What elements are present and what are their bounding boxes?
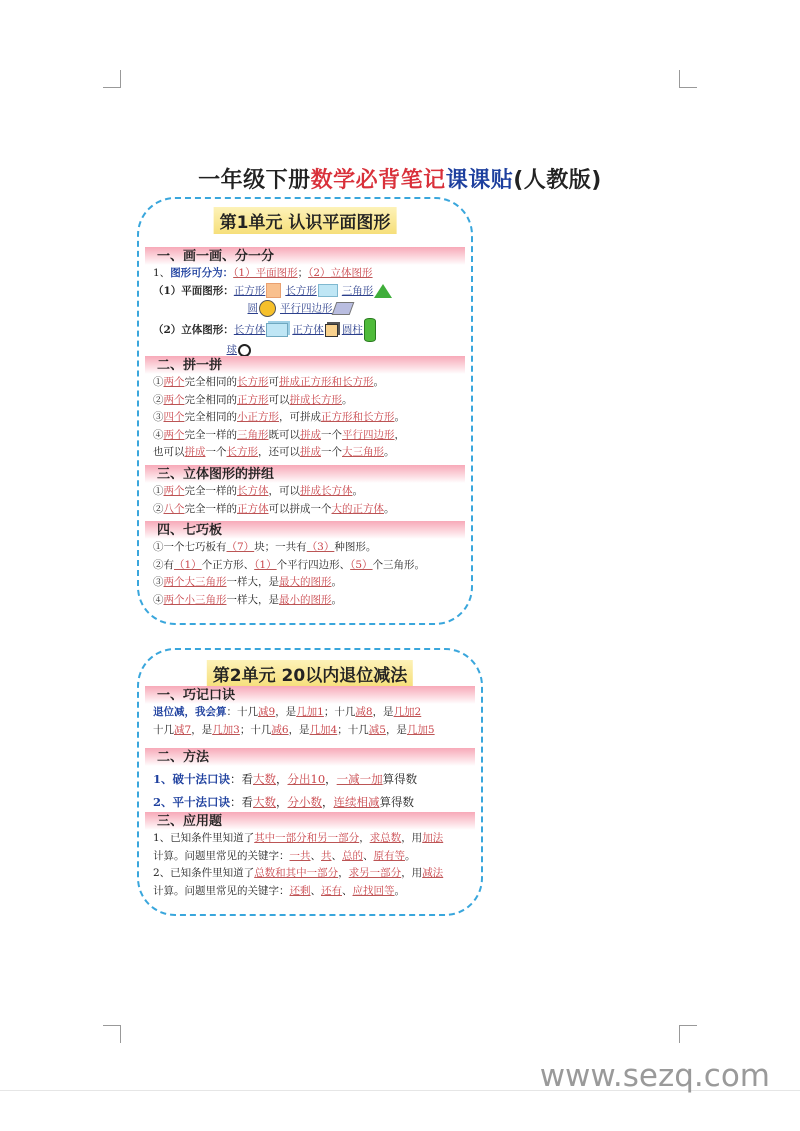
keyword-text: 退位减，我会算 bbox=[153, 706, 227, 718]
text-segment: 。 bbox=[373, 376, 384, 388]
answer-text: 拼成长方形 bbox=[289, 393, 342, 406]
section-header: 一、巧记口诀 bbox=[145, 686, 475, 704]
answer-text: 一共 bbox=[289, 849, 311, 862]
text-segment: 完全一样的 bbox=[184, 502, 237, 515]
text-segment: ， bbox=[359, 832, 370, 844]
text-segment: ① bbox=[153, 485, 164, 497]
section-header: 四、七巧板 bbox=[145, 521, 465, 539]
text-segment: ， bbox=[276, 795, 288, 809]
text-segment: 个正方形、 bbox=[201, 558, 255, 571]
text-line bbox=[145, 592, 465, 610]
section bbox=[145, 521, 465, 609]
answer-text: 长方形 bbox=[226, 446, 258, 458]
text-segment: ，用 bbox=[401, 867, 423, 879]
text-segment: 平行四边形 bbox=[280, 302, 333, 315]
section-header: 三、立体图形的拼组 bbox=[145, 465, 465, 483]
crop-mark bbox=[679, 70, 697, 88]
answer-text: 减5 bbox=[368, 723, 386, 736]
unit-1-card bbox=[137, 197, 473, 625]
answer-text: 三角形 bbox=[237, 428, 269, 441]
text-segment: 正方体 bbox=[292, 324, 324, 336]
text-segment: 2、已知条件里知道了 bbox=[153, 867, 255, 879]
text-line bbox=[145, 409, 465, 427]
triangle-shape-icon bbox=[374, 284, 392, 298]
text-segment: ，是 bbox=[191, 723, 213, 736]
text-segment: 。 bbox=[331, 593, 342, 606]
answer-text: 大数 bbox=[253, 772, 277, 786]
text-segment: （1）平面图形： bbox=[153, 284, 234, 297]
text-segment: 。 bbox=[394, 884, 405, 897]
text-segment: 、 bbox=[310, 849, 321, 862]
answer-text: 拼成 bbox=[300, 446, 321, 458]
text-segment: 完全相同的 bbox=[184, 411, 237, 423]
text-segment: ①一个七巧板有 bbox=[153, 541, 227, 553]
answer-text: （1） bbox=[174, 558, 202, 571]
text-segment: 计算。问题里常见的关键字： bbox=[153, 849, 290, 862]
unit-title: 第1单元 认识平面图形 bbox=[214, 207, 397, 234]
answer-text: 几加5 bbox=[406, 723, 435, 736]
answer-text: 正方形和长方形 bbox=[321, 411, 395, 423]
unit-title: 第2单元 20以内退位减法 bbox=[207, 660, 413, 687]
text-segment: 算得数 bbox=[382, 772, 418, 786]
answer-text: 最小的图形 bbox=[279, 593, 332, 606]
page-title bbox=[0, 163, 800, 194]
text-segment bbox=[153, 344, 227, 356]
text-segment: 既可以 bbox=[268, 428, 300, 441]
text-line bbox=[145, 283, 465, 301]
answer-text: 八个 bbox=[163, 502, 185, 515]
answer-text: 总数和其中一部分 bbox=[254, 867, 339, 879]
title-part: 数学必背笔记 bbox=[310, 168, 446, 193]
answer-text: 两个 bbox=[163, 485, 185, 497]
crop-mark bbox=[103, 70, 121, 88]
answer-text: 加法 bbox=[422, 832, 444, 844]
text-segment: 圆 bbox=[247, 302, 258, 315]
text-segment: 可以拼成一个 bbox=[268, 502, 332, 515]
section bbox=[145, 686, 475, 739]
text-segment: ， bbox=[322, 795, 334, 809]
cuboid-shape-icon bbox=[266, 323, 288, 337]
text-segment bbox=[153, 303, 248, 315]
text-segment: 个三角形。 bbox=[372, 558, 426, 571]
answer-text: 减8 bbox=[355, 706, 373, 718]
text-segment: 圆柱 bbox=[341, 324, 363, 336]
answer-text: 减6 bbox=[271, 723, 289, 736]
text-segment: （2）立体图形： bbox=[153, 324, 234, 336]
text-segment: ③ bbox=[153, 411, 164, 423]
text-segment: 一样大，是 bbox=[226, 593, 279, 606]
text-segment: 。 bbox=[331, 576, 342, 588]
answer-text: 几加3 bbox=[212, 723, 240, 736]
answer-text: 应找回等 bbox=[352, 884, 395, 897]
text-segment: 、 bbox=[363, 849, 374, 862]
text-segment: ：看 bbox=[230, 795, 254, 809]
answer-text: 总的 bbox=[342, 849, 363, 862]
answer-text: 小正方形 bbox=[237, 411, 279, 423]
text-segment: 一个 bbox=[205, 446, 227, 458]
unit-2-card bbox=[137, 648, 483, 916]
answer-text: （1） bbox=[254, 558, 277, 571]
text-line bbox=[145, 883, 475, 901]
text-line bbox=[145, 444, 465, 462]
answer-text: 减法 bbox=[422, 867, 444, 879]
text-segment: 完全一样的 bbox=[184, 428, 237, 441]
text-segment: ， bbox=[325, 772, 337, 786]
title-part: 课课贴 bbox=[445, 168, 514, 193]
text-segment: ；十几 bbox=[337, 723, 369, 736]
answer-text: 两个小三角形 bbox=[163, 593, 227, 606]
text-segment: 完全相同的 bbox=[184, 376, 237, 388]
answer-text: 平行四边形 bbox=[342, 428, 395, 441]
answer-text: （7） bbox=[226, 541, 255, 553]
answer-text: 求另一部分 bbox=[348, 867, 402, 879]
keyword-text: 图形可分为： bbox=[170, 267, 234, 279]
answer-text: 拼成正方形和长方形 bbox=[279, 376, 374, 388]
section bbox=[145, 465, 465, 518]
text-line bbox=[145, 427, 465, 445]
text-segment: 一样大，是 bbox=[226, 576, 279, 588]
answer-text: （5） bbox=[350, 558, 373, 571]
text-segment: 长方形 bbox=[285, 284, 317, 297]
text-segment: ，可拼成 bbox=[279, 411, 321, 423]
section bbox=[145, 812, 475, 900]
text-segment: 计算。问题里常见的关键字： bbox=[153, 884, 290, 897]
text-segment: ：十几 bbox=[226, 706, 258, 718]
text-segment: 算得数 bbox=[379, 795, 415, 809]
text-line bbox=[145, 574, 465, 592]
text-line bbox=[145, 318, 465, 342]
text-segment: ，是 bbox=[385, 723, 407, 736]
circle-shape-icon bbox=[259, 300, 276, 317]
text-segment: 种图形。 bbox=[334, 541, 377, 553]
text-segment: 、 bbox=[342, 884, 353, 897]
text-segment: 十几 bbox=[153, 723, 174, 736]
keyword-text: 1、破十法口诀 bbox=[153, 772, 231, 786]
text-line bbox=[145, 789, 475, 812]
section bbox=[145, 748, 475, 812]
text-line bbox=[145, 848, 475, 866]
title-part: (人教版) bbox=[513, 168, 602, 193]
text-segment: ，是 bbox=[372, 706, 394, 718]
text-segment: 。 bbox=[405, 849, 416, 862]
answer-text: 其中一部分和另一部分 bbox=[254, 832, 360, 844]
answer-text: 几加1 bbox=[296, 706, 324, 718]
answer-text: 原有等 bbox=[373, 849, 405, 862]
answer-text: 求总数 bbox=[369, 832, 402, 844]
answer-text: 两个 bbox=[163, 428, 185, 441]
answer-text: 长方体 bbox=[237, 485, 269, 497]
text-segment: 可 bbox=[268, 376, 279, 388]
answer-text: （2）立体图形 bbox=[308, 267, 373, 279]
text-line bbox=[145, 539, 465, 557]
text-segment: 长方体 bbox=[233, 324, 266, 336]
text-segment: 、 bbox=[331, 849, 342, 862]
text-line bbox=[145, 766, 475, 789]
answer-text: 拼成 bbox=[300, 428, 321, 441]
text-segment: 1、已知条件里知道了 bbox=[153, 832, 255, 844]
text-segment: ④ bbox=[153, 428, 164, 441]
crop-mark bbox=[679, 1025, 697, 1043]
text-segment: ②有 bbox=[153, 558, 174, 571]
text-segment: ，是 bbox=[275, 706, 297, 718]
answer-text: 正方形 bbox=[237, 393, 269, 406]
text-segment: ；十几 bbox=[323, 706, 356, 718]
text-line bbox=[145, 704, 475, 722]
answer-text: 大数 bbox=[253, 795, 277, 809]
title-part: 一年级下册 bbox=[198, 168, 311, 193]
section-header: 二、方法 bbox=[145, 748, 475, 766]
text-line bbox=[145, 557, 465, 575]
text-segment: ， bbox=[276, 772, 288, 786]
answer-text: 分小数 bbox=[287, 795, 323, 809]
text-line bbox=[145, 392, 465, 410]
section bbox=[145, 247, 465, 360]
text-segment: 一个 bbox=[321, 446, 342, 458]
answer-text: 正方体 bbox=[237, 502, 269, 515]
text-segment: 个平行四边形、 bbox=[276, 558, 351, 571]
answer-text: 几加2 bbox=[393, 706, 422, 718]
rectangle-shape-icon bbox=[318, 284, 338, 297]
answer-text: 大的正方体 bbox=[331, 502, 384, 515]
square-shape-icon bbox=[266, 283, 281, 298]
answer-text: 减9 bbox=[258, 706, 276, 718]
text-segment: 。 bbox=[384, 502, 395, 515]
text-segment: ，还可以 bbox=[258, 446, 300, 458]
text-segment: 正方形 bbox=[233, 284, 266, 297]
cube-shape-icon bbox=[325, 324, 338, 337]
answer-text: 一减一加 bbox=[336, 772, 383, 786]
answer-text: 几加4 bbox=[309, 723, 338, 736]
text-line bbox=[145, 300, 465, 318]
crop-mark bbox=[103, 1025, 121, 1043]
text-line bbox=[145, 483, 465, 501]
text-segment: 、 bbox=[310, 884, 321, 897]
answer-text: 连续相减 bbox=[333, 795, 380, 809]
text-segment: ② bbox=[153, 502, 164, 515]
text-segment: ，用 bbox=[401, 832, 423, 844]
text-segment: ② bbox=[153, 393, 164, 406]
text-segment: ， bbox=[338, 867, 349, 879]
section bbox=[145, 356, 465, 462]
text-segment: 球 bbox=[226, 344, 237, 356]
section-header: 三、应用题 bbox=[145, 812, 475, 830]
answer-text: 分出10 bbox=[287, 772, 326, 786]
answer-text: （1）平面图形 bbox=[233, 267, 298, 279]
text-segment: ；十几 bbox=[239, 723, 272, 736]
answer-text: 拼成 bbox=[184, 446, 206, 458]
text-line bbox=[145, 830, 475, 848]
text-line bbox=[145, 374, 465, 392]
text-segment: 块；一共有 bbox=[254, 541, 307, 553]
answer-text: （3） bbox=[306, 541, 335, 553]
text-segment: 可以 bbox=[268, 393, 290, 406]
text-segment: ① bbox=[153, 376, 164, 388]
text-segment: ， bbox=[394, 428, 405, 441]
answer-text: 最大的图形 bbox=[279, 576, 332, 588]
text-line bbox=[145, 501, 465, 519]
answer-text: 大三角形 bbox=[342, 446, 384, 458]
section-header: 一、画一画、分一分 bbox=[145, 247, 465, 265]
parallelogram-shape-icon bbox=[331, 302, 354, 315]
answer-text: 四个 bbox=[163, 411, 185, 423]
section-header: 二、拼一拼 bbox=[145, 356, 465, 374]
text-segment: 完全一样的 bbox=[184, 485, 237, 497]
text-line bbox=[145, 265, 465, 283]
answer-text: 两个 bbox=[163, 393, 185, 406]
answer-text: 减7 bbox=[174, 723, 192, 736]
answer-text: 两个大三角形 bbox=[163, 576, 227, 588]
text-line bbox=[145, 865, 475, 883]
answer-text: 共 bbox=[321, 849, 332, 862]
text-segment: 。 bbox=[384, 446, 395, 458]
answer-text: 长方形 bbox=[237, 376, 269, 388]
cylinder-shape-icon bbox=[364, 318, 376, 342]
text-segment: 也可以 bbox=[153, 446, 185, 458]
text-segment: ，可以 bbox=[268, 485, 300, 497]
text-line bbox=[145, 722, 475, 740]
text-segment: ，是 bbox=[288, 723, 310, 736]
keyword-text: 2、平十法口诀 bbox=[153, 795, 231, 809]
answer-text: 还剩 bbox=[289, 884, 311, 897]
text-segment: 一个 bbox=[321, 428, 342, 441]
text-segment: 。 bbox=[342, 393, 353, 406]
text-segment: ③ bbox=[153, 576, 164, 588]
answer-text: 拼成长方体 bbox=[300, 485, 353, 497]
text-segment: ； bbox=[297, 267, 309, 279]
answer-text: 还有 bbox=[321, 884, 342, 897]
text-segment: 。 bbox=[394, 411, 405, 423]
text-segment: 三角形 bbox=[341, 284, 374, 297]
text-segment: 完全相同的 bbox=[184, 393, 237, 406]
text-segment: 。 bbox=[352, 485, 363, 497]
text-segment: ④ bbox=[153, 593, 164, 606]
text-segment: ：看 bbox=[230, 772, 254, 786]
answer-text: 两个 bbox=[163, 376, 185, 388]
watermark: www.sezq.com bbox=[539, 1058, 770, 1094]
ball-shape-icon bbox=[238, 344, 251, 357]
text-segment: 1、 bbox=[153, 267, 171, 279]
